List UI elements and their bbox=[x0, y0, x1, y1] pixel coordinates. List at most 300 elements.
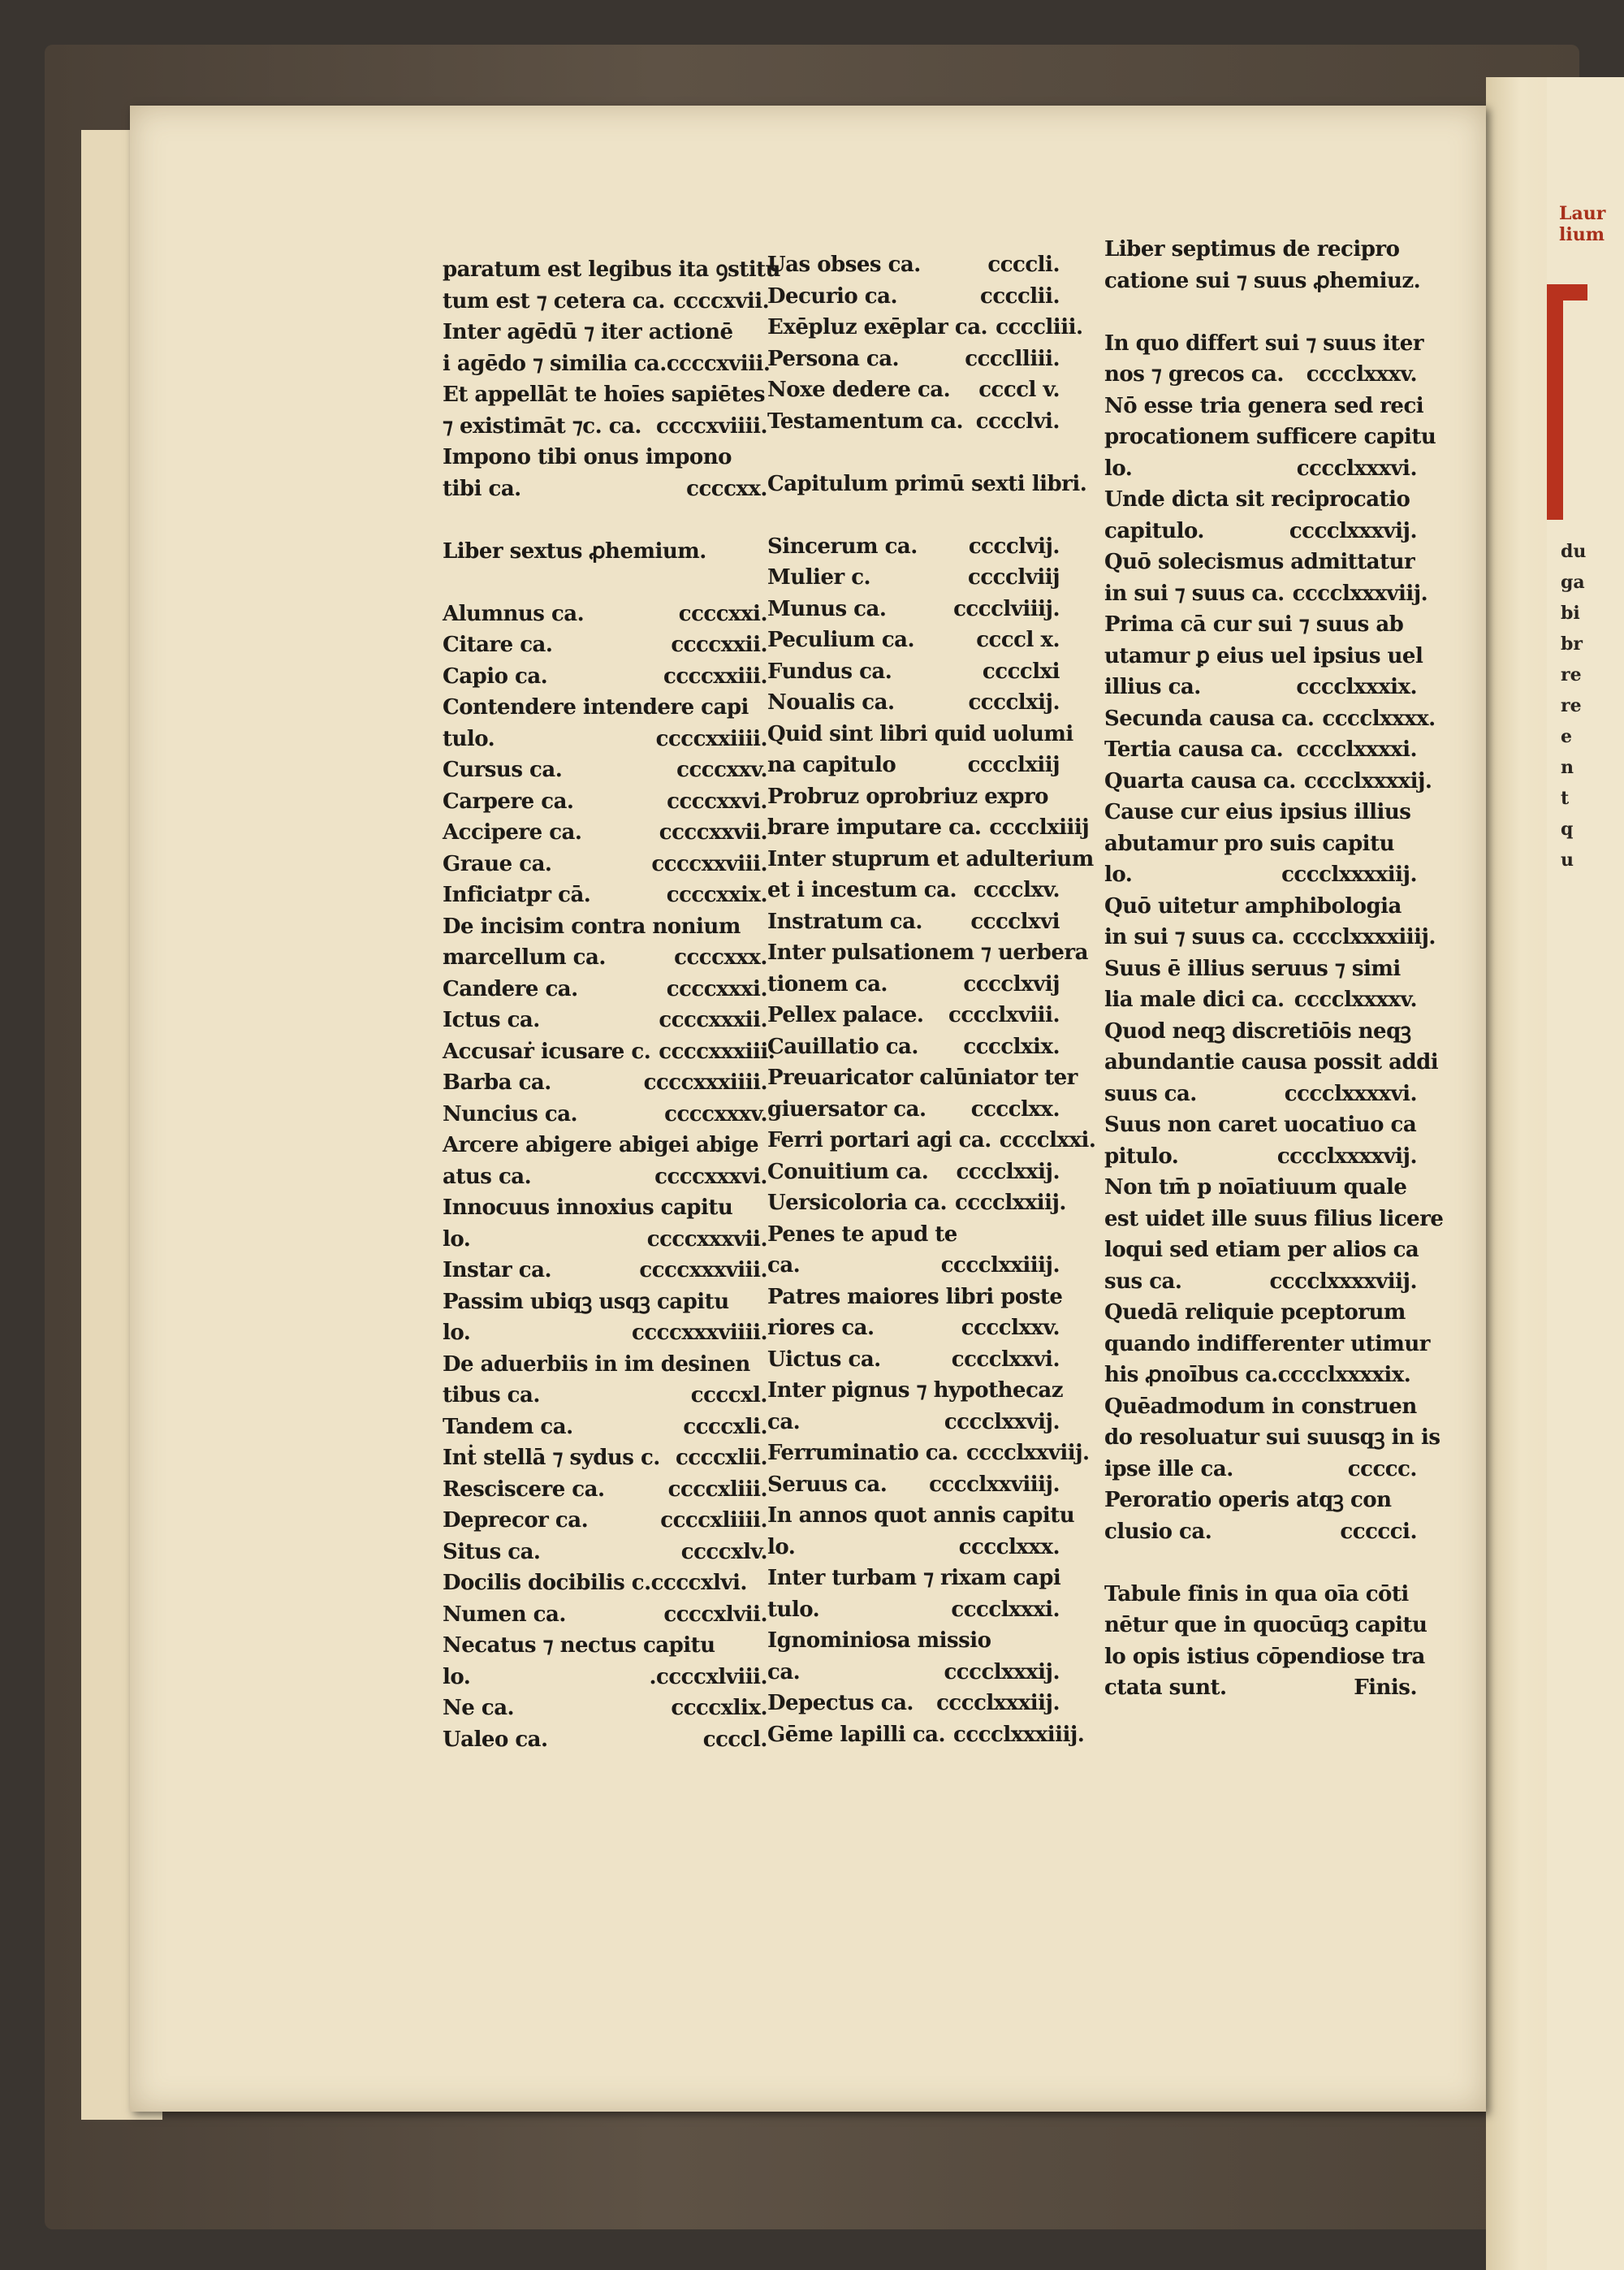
entry-chapter-number: ccccxxvii. bbox=[659, 820, 767, 845]
index-entry bbox=[443, 536, 767, 568]
entry-title: Ignominiosa missio bbox=[767, 1628, 991, 1653]
entry-chapter-number: cccclxxxxv. bbox=[1294, 988, 1417, 1012]
index-entry bbox=[767, 1657, 1060, 1688]
entry-chapter-number: cccclxxiij. bbox=[955, 1191, 1066, 1215]
entry-title: in sui ⁊ suus ca. bbox=[1104, 925, 1285, 949]
entry-chapter-number: ccccl. bbox=[702, 1727, 767, 1752]
entry-chapter-number: ccccl x. bbox=[976, 628, 1060, 652]
entry-chapter-number bbox=[759, 1130, 767, 1161]
entry-title: abundantie causa possit addi bbox=[1104, 1050, 1439, 1074]
entry-chapter-number: cccclxx. bbox=[970, 1096, 1060, 1122]
entry-chapter-number: cccclxvi bbox=[970, 909, 1060, 934]
entry-chapter-number bbox=[759, 1349, 767, 1381]
entry-chapter-number: cccclxxvi. bbox=[951, 1347, 1060, 1372]
entry-title: giuersator ca. bbox=[767, 1096, 926, 1122]
entry-title: illius ca. bbox=[1104, 675, 1201, 699]
entry-title: Cause cur eius ipsius illius bbox=[1104, 800, 1411, 824]
entry-title: Quid sint libri quid uolumi bbox=[767, 721, 1073, 746]
entry-title: loqui sed etiam per alios ca bbox=[1104, 1238, 1419, 1262]
index-entry bbox=[443, 1099, 767, 1131]
entry-title: Alumnus ca. bbox=[443, 601, 585, 626]
index-entry bbox=[767, 249, 1060, 281]
entry-title: Depectus ca. bbox=[767, 1691, 914, 1715]
entry-chapter-number bbox=[759, 504, 767, 536]
index-entry bbox=[443, 661, 767, 693]
entry-chapter-number: ccccxliiii. bbox=[660, 1508, 767, 1533]
index-entry bbox=[1104, 422, 1436, 453]
index-entry bbox=[1104, 1172, 1417, 1204]
index-entry bbox=[767, 1062, 1078, 1094]
edge-fragment: br bbox=[1561, 633, 1583, 655]
entry-chapter-number: cccclxxxxiij. bbox=[1281, 863, 1417, 887]
entry-title: pitulo. bbox=[1104, 1144, 1179, 1169]
entry-title: Sincerum ca. bbox=[767, 534, 918, 559]
entry-title: Quedā reliquie pceptorum bbox=[1104, 1300, 1406, 1325]
entry-chapter-number: cccclxxxvij. bbox=[1289, 518, 1417, 543]
entry-title: Liber sextus ꝓhemium. bbox=[443, 538, 706, 564]
entry-title: Cursus ca. bbox=[443, 758, 563, 782]
index-entry bbox=[767, 1500, 1075, 1532]
entry-chapter-number: Finis. bbox=[1354, 1675, 1417, 1700]
entry-chapter-number bbox=[1430, 1329, 1438, 1360]
entry-title: Arcere abigere abigei abige bbox=[443, 1133, 759, 1157]
index-entry bbox=[767, 1625, 1060, 1657]
entry-title: est uidet ille suus filius licere bbox=[1104, 1206, 1444, 1231]
index-entry bbox=[443, 1662, 767, 1693]
index-entry bbox=[443, 817, 767, 849]
entry-chapter-number bbox=[1063, 1375, 1071, 1407]
entry-chapter-number bbox=[1417, 1391, 1425, 1423]
entry-chapter-number: ccccxlv. bbox=[680, 1539, 767, 1564]
facing-page-red-heading: Laur lium bbox=[1559, 203, 1606, 245]
entry-chapter-number bbox=[1423, 391, 1432, 422]
entry-title: Suus non caret uocatiuo ca bbox=[1104, 1113, 1417, 1137]
entry-chapter-number bbox=[1052, 1219, 1060, 1251]
entry-chapter-number bbox=[1409, 1485, 1417, 1516]
entry-chapter-number: .ccccxlviii. bbox=[649, 1664, 767, 1689]
edge-fragment: du bbox=[1561, 541, 1587, 562]
index-entry bbox=[443, 317, 767, 348]
index-entry bbox=[1104, 922, 1436, 953]
entry-title: Inficiatpr cā. bbox=[443, 883, 591, 907]
entry-title: Patres maiores libri poste bbox=[767, 1284, 1063, 1309]
entry-title: Unde dicta sit reciprocatio bbox=[1104, 487, 1410, 512]
entry-chapter-number: cccclxxxx. bbox=[1322, 706, 1436, 731]
index-entry bbox=[1104, 734, 1417, 766]
index-entry bbox=[443, 629, 767, 661]
index-entry bbox=[767, 906, 1060, 938]
index-entry bbox=[1104, 547, 1417, 578]
edge-fragment: n bbox=[1561, 757, 1574, 778]
entry-chapter-number bbox=[1409, 1579, 1417, 1611]
entry-chapter-number: ccccxliii. bbox=[667, 1477, 767, 1502]
index-entry bbox=[443, 1349, 767, 1381]
index-entry bbox=[767, 374, 1060, 406]
index-entry bbox=[1104, 1016, 1417, 1048]
entry-chapter-number: ccccxx. bbox=[686, 476, 767, 501]
entry-chapter-number: ccccxxx. bbox=[674, 945, 767, 970]
entry-title: ctata sunt. bbox=[1104, 1675, 1227, 1700]
entry-chapter-number: ccccxxvi. bbox=[667, 789, 767, 814]
index-entry bbox=[767, 812, 1090, 844]
entry-chapter-number: cccclvi. bbox=[975, 409, 1060, 434]
entry-chapter-number bbox=[759, 442, 767, 473]
entry-chapter-number: cccclxxviij. bbox=[966, 1441, 1090, 1465]
entry-chapter-number: cccclxxxix. bbox=[1296, 675, 1417, 699]
entry-title: Situs ca. bbox=[443, 1539, 541, 1564]
index-entry bbox=[443, 1161, 767, 1193]
entry-title: sus ca. bbox=[1104, 1269, 1182, 1294]
entry-title: Contendere intendere capi bbox=[443, 695, 749, 720]
entry-chapter-number: cccclxix. bbox=[963, 1034, 1060, 1059]
entry-title: lia male dici ca. bbox=[1104, 988, 1285, 1012]
index-entry bbox=[443, 442, 767, 473]
entry-title: Graue ca. bbox=[443, 851, 552, 876]
entry-chapter-number: cccclxxxxi. bbox=[1296, 737, 1417, 762]
entry-title: Testamentum ca. bbox=[767, 409, 964, 434]
entry-chapter-number: cccclxv. bbox=[973, 878, 1060, 902]
entry-title: In quo differt sui ⁊ suus iter bbox=[1104, 331, 1424, 356]
index-entry bbox=[443, 504, 767, 536]
index-entry bbox=[1104, 484, 1417, 516]
entry-title: brare imputare ca. bbox=[767, 815, 982, 840]
entry-chapter-number bbox=[1409, 234, 1417, 266]
entry-title: Nō esse tria genera sed reci bbox=[1104, 393, 1424, 418]
entry-title: Ictus ca. bbox=[443, 1008, 540, 1032]
edge-fragment: re bbox=[1561, 695, 1582, 716]
entry-title: lo. bbox=[443, 1321, 471, 1345]
entry-title: tum est ⁊ cetera ca. bbox=[443, 288, 665, 313]
index-entry bbox=[767, 499, 1060, 531]
entry-chapter-number: ccccxxxviii. bbox=[639, 1258, 767, 1282]
entry-chapter-number: ccccxvii. bbox=[672, 288, 770, 313]
entry-title: capitulo. bbox=[1104, 518, 1204, 543]
entry-chapter-number: ccccxxv. bbox=[676, 758, 767, 782]
entry-title: Conuitium ca. bbox=[767, 1159, 929, 1184]
index-entry bbox=[767, 1719, 1085, 1751]
entry-title: tulo. bbox=[767, 1597, 820, 1622]
entry-title: clusio ca. bbox=[1104, 1519, 1212, 1544]
entry-title: Quarta causa ca. bbox=[1104, 768, 1296, 793]
index-entry bbox=[443, 1005, 767, 1036]
entry-title: Prima cā cur sui ⁊ suus ab bbox=[1104, 612, 1404, 637]
entry-title: Preuaricator calūniator ter bbox=[767, 1066, 1078, 1090]
entry-chapter-number: ccccxxxi. bbox=[666, 976, 767, 1001]
entry-title: Instratum ca. bbox=[767, 909, 922, 934]
entry-title: in sui ⁊ suus ca. bbox=[1104, 581, 1285, 606]
index-entry bbox=[443, 1567, 767, 1599]
entry-chapter-number bbox=[1410, 484, 1418, 516]
index-entry bbox=[1104, 1610, 1427, 1641]
entry-chapter-number: cccclxxviiij. bbox=[929, 1472, 1060, 1497]
entry-title: Liber septimus de recipro bbox=[1104, 237, 1400, 262]
entry-title: ca. bbox=[767, 1659, 801, 1684]
entry-title: In annos quot annis capitu bbox=[767, 1503, 1075, 1528]
index-entry bbox=[443, 1724, 767, 1756]
entry-title: Fundus ca. bbox=[767, 659, 892, 684]
entry-title: nos ⁊ grecos ca. bbox=[1104, 362, 1284, 387]
entry-chapter-number bbox=[1088, 937, 1096, 969]
entry-chapter-number: ccccliii. bbox=[996, 315, 1083, 339]
index-entry bbox=[767, 750, 1060, 781]
index-entry bbox=[443, 1474, 767, 1506]
entry-chapter-number: cccclvij. bbox=[968, 534, 1060, 559]
entry-chapter-number: cccclxiiij bbox=[989, 815, 1090, 840]
index-entry bbox=[443, 1442, 767, 1474]
index-entry bbox=[767, 1031, 1060, 1063]
entry-title: Instar ca. bbox=[443, 1258, 552, 1282]
entry-title: Deprecor ca. bbox=[443, 1508, 589, 1533]
index-entry bbox=[767, 1438, 1090, 1469]
entry-chapter-number: cccclxxxxiiij. bbox=[1292, 925, 1436, 949]
entry-chapter-number: ccccxxviii. bbox=[651, 851, 767, 876]
entry-title: his ꝓnoībus ca.cccclxxxxix. bbox=[1104, 1363, 1411, 1387]
index-entry bbox=[443, 1317, 767, 1349]
entry-chapter-number: cccclxxxiiij. bbox=[953, 1722, 1085, 1747]
entry-chapter-number: ccccxxix. bbox=[666, 883, 767, 907]
edge-fragment: re bbox=[1561, 664, 1582, 685]
entry-chapter-number: ccccxlix. bbox=[671, 1696, 767, 1720]
entry-title: Penes te apud te bbox=[767, 1221, 957, 1247]
index-entry bbox=[1104, 1079, 1417, 1110]
entry-title: Suus ē illius seruus ⁊ simi bbox=[1104, 956, 1401, 981]
index-entry bbox=[443, 1255, 767, 1286]
entry-title: riores ca. bbox=[767, 1316, 875, 1340]
index-entry bbox=[1104, 296, 1417, 328]
index-entry bbox=[1104, 1516, 1417, 1548]
entry-chapter-number: ccccxxi. bbox=[678, 601, 767, 626]
entry-title: utamur ꝑ eius uel ipsius uel bbox=[1104, 643, 1423, 668]
index-entry bbox=[1104, 1141, 1417, 1173]
entry-chapter-number: cccclxi bbox=[982, 659, 1060, 684]
entry-title: Peroratio operis atqꝫ con bbox=[1104, 1488, 1392, 1512]
index-entry bbox=[1104, 1047, 1439, 1079]
entry-title: Tabule finis in qua oīa cōti bbox=[1104, 1581, 1409, 1606]
entry-title: Et appellāt te hoīes sapiētes bbox=[443, 383, 766, 407]
index-entry bbox=[767, 1157, 1060, 1188]
entry-chapter-number bbox=[1052, 499, 1060, 531]
entry-chapter-number bbox=[759, 1192, 767, 1224]
entry-title: Ferruminatio ca. bbox=[767, 1441, 959, 1465]
entry-title: Tandem ca. bbox=[443, 1414, 573, 1439]
entry-title: et i incestum ca. bbox=[767, 878, 957, 902]
entry-chapter-number bbox=[759, 1286, 767, 1318]
index-entry bbox=[1104, 1485, 1417, 1516]
entry-title: Inter pulsationem ⁊ uerbera bbox=[767, 940, 1088, 965]
index-entry bbox=[1104, 1547, 1417, 1579]
index-entry bbox=[767, 1375, 1064, 1407]
entry-title: Mulier c. bbox=[767, 565, 871, 590]
index-entry bbox=[443, 348, 771, 380]
entry-title: Pellex palace. bbox=[767, 1003, 924, 1027]
index-entry bbox=[443, 1630, 767, 1662]
index-entry bbox=[443, 473, 767, 505]
entry-chapter-number: cccclxxxiij. bbox=[936, 1691, 1060, 1715]
index-entry bbox=[443, 1036, 775, 1068]
entry-chapter-number: cccclviiij. bbox=[953, 596, 1060, 621]
index-entry bbox=[767, 312, 1083, 344]
entry-chapter-number bbox=[759, 536, 767, 568]
index-entry bbox=[767, 1344, 1060, 1376]
index-entry bbox=[1104, 797, 1417, 828]
index-entry bbox=[443, 286, 770, 318]
index-entry bbox=[443, 254, 781, 286]
entry-chapter-number bbox=[1409, 609, 1417, 641]
index-entry bbox=[767, 656, 1060, 688]
entry-chapter-number bbox=[759, 911, 767, 943]
entry-chapter-number: cccclxxxij. bbox=[944, 1659, 1060, 1684]
entry-title: Accusaṙ icusare c. bbox=[443, 1039, 651, 1064]
entry-chapter-number: ccccxli. bbox=[683, 1414, 767, 1439]
entry-title: Accipere ca. bbox=[443, 820, 582, 845]
entry-title: Necatus ⁊ nectus capitu bbox=[443, 1633, 715, 1658]
index-entry bbox=[1104, 859, 1417, 891]
edge-fragment: ga bbox=[1561, 572, 1585, 593]
entry-title: ipse ille ca. bbox=[1104, 1456, 1233, 1481]
index-entry bbox=[1104, 1360, 1417, 1391]
entry-chapter-number bbox=[1440, 1422, 1449, 1454]
entry-title: ca. bbox=[767, 1409, 801, 1434]
entry-title: Inter stuprum et adulterium bbox=[767, 846, 1094, 871]
entry-chapter-number: cccclxxij. bbox=[956, 1159, 1060, 1184]
entry-title: Seruus ca. bbox=[767, 1472, 888, 1497]
edge-fragment: q bbox=[1561, 819, 1574, 840]
entry-title: Decurio ca. bbox=[767, 283, 898, 309]
index-entry bbox=[1104, 266, 1421, 297]
entry-chapter-number: cccclxviii. bbox=[948, 1003, 1060, 1027]
index-entry bbox=[767, 1563, 1060, 1594]
index-entry bbox=[1104, 1297, 1417, 1329]
index-entry bbox=[443, 1286, 767, 1318]
entry-chapter-number: cccclxxi. bbox=[999, 1128, 1096, 1152]
entry-title: paratum est legibus ita ꝯstitu bbox=[443, 257, 781, 282]
entry-title: suus ca. bbox=[1104, 1081, 1197, 1106]
entry-chapter-number: ccccxviiii. bbox=[656, 413, 767, 439]
index-entry bbox=[443, 974, 767, 1005]
entry-chapter-number: cccclxxxxvi. bbox=[1284, 1081, 1417, 1106]
index-entry bbox=[443, 1067, 767, 1099]
index-entry bbox=[443, 1192, 767, 1224]
entry-title: Probruz oprobriuz expro bbox=[767, 784, 1048, 809]
entry-title: atus ca. bbox=[443, 1164, 532, 1189]
entry-title: Resciscere ca. bbox=[443, 1477, 605, 1502]
entry-title: Numen ca. bbox=[443, 1602, 566, 1627]
entry-title: Candere ca. bbox=[443, 976, 578, 1001]
entry-title: Quēadmodum in construen bbox=[1104, 1394, 1417, 1419]
entry-title: Inter agēdū ⁊ iter actionē bbox=[443, 320, 733, 344]
index-entry bbox=[1104, 703, 1436, 735]
entry-title: De incisim contra nonium bbox=[443, 914, 741, 939]
entry-chapter-number bbox=[1409, 953, 1417, 985]
entry-chapter-number: ccccxxxv. bbox=[664, 1101, 767, 1126]
entry-title: Gēme lapilli ca. bbox=[767, 1722, 946, 1747]
index-column-2 bbox=[767, 249, 1096, 1750]
entry-title: Inter turbam ⁊ rixam capi bbox=[767, 1566, 1061, 1590]
edge-fragment: bi bbox=[1561, 603, 1580, 624]
entry-chapter-number: ccccxxxvii. bbox=[646, 1226, 767, 1252]
index-entry bbox=[1104, 766, 1432, 798]
index-entry bbox=[767, 1469, 1060, 1501]
entry-title: Uersicoloria ca. bbox=[767, 1191, 948, 1215]
index-entry bbox=[443, 724, 767, 755]
index-entry bbox=[767, 687, 1060, 719]
entry-chapter-number: cccclxxxvi. bbox=[1296, 456, 1417, 481]
entry-title: Non tm̄ p noīatiuum quale bbox=[1104, 1175, 1407, 1200]
entry-title: Inter pignus ⁊ hypothecaz bbox=[767, 1378, 1064, 1403]
index-entry bbox=[1104, 516, 1417, 547]
index-entry bbox=[1104, 234, 1417, 266]
entry-title: Noxe dedere ca. bbox=[767, 378, 951, 402]
entry-chapter-number bbox=[1052, 437, 1060, 469]
entry-chapter-number bbox=[1411, 1016, 1419, 1048]
index-entry bbox=[1104, 578, 1428, 610]
entry-chapter-number bbox=[759, 692, 767, 724]
index-entry bbox=[767, 844, 1094, 876]
index-entry bbox=[767, 1219, 1060, 1251]
entry-title: abutamur pro suis capitu bbox=[1104, 831, 1394, 856]
entry-title: Tertia causa ca. bbox=[1104, 737, 1284, 762]
index-entry bbox=[1104, 1454, 1417, 1485]
entry-title: do resoluatur sui suusqꝫ in is bbox=[1104, 1425, 1440, 1450]
entry-title: Citare ca. bbox=[443, 633, 553, 657]
index-column-1 bbox=[443, 254, 781, 1755]
entry-chapter-number bbox=[1416, 1109, 1424, 1141]
entry-title: Quō uitetur amphibologia bbox=[1104, 893, 1402, 919]
index-entry bbox=[767, 1594, 1060, 1626]
index-entry bbox=[1104, 1641, 1425, 1673]
index-entry bbox=[767, 1187, 1066, 1219]
index-entry bbox=[443, 755, 767, 786]
index-entry bbox=[767, 281, 1060, 313]
entry-title: Ualeo ca. bbox=[443, 1727, 548, 1752]
entry-chapter-number bbox=[759, 317, 767, 348]
index-entry bbox=[1104, 1422, 1440, 1454]
entry-title: lo opis istius cōpendiose tra bbox=[1104, 1644, 1425, 1669]
entry-chapter-number bbox=[1423, 641, 1431, 672]
index-entry bbox=[1104, 641, 1423, 672]
entry-chapter-number bbox=[1419, 1234, 1427, 1266]
entry-chapter-number bbox=[1078, 1062, 1086, 1094]
facing-page-text-fragments bbox=[1561, 536, 1618, 876]
entry-title: nētur que in quocūqꝫ capitu bbox=[1104, 1613, 1427, 1637]
index-entry bbox=[767, 406, 1060, 438]
entry-title: lo. bbox=[1104, 456, 1133, 481]
entry-title: ⁊ existimāt ⁊c. ca. bbox=[443, 413, 641, 439]
index-column-3 bbox=[1104, 234, 1444, 1704]
entry-title: catione sui ⁊ suus ꝓhemiuz. bbox=[1104, 268, 1421, 293]
entry-title: Noualis ca. bbox=[767, 690, 895, 715]
entry-title: Uas obses ca. bbox=[767, 253, 921, 277]
entry-chapter-number: ccccxxii. bbox=[671, 633, 767, 657]
entry-chapter-number: ccccl v. bbox=[978, 378, 1060, 402]
entry-chapter-number: cccclxxv. bbox=[961, 1316, 1060, 1340]
entry-chapter-number: ccccxxiiii. bbox=[655, 726, 767, 751]
entry-chapter-number: cccclxiij bbox=[967, 753, 1060, 777]
entry-title: Persona ca. bbox=[767, 346, 900, 371]
index-entry bbox=[443, 786, 767, 818]
entry-chapter-number: ccccxxxvi. bbox=[654, 1164, 767, 1189]
index-entry bbox=[1104, 953, 1417, 985]
index-entry bbox=[767, 469, 1087, 500]
index-entry bbox=[767, 1000, 1060, 1031]
entry-title: Nuncius ca. bbox=[443, 1101, 578, 1126]
index-entry bbox=[767, 531, 1060, 563]
index-entry bbox=[443, 379, 767, 411]
index-entry bbox=[443, 567, 767, 599]
entry-chapter-number bbox=[1427, 1610, 1435, 1641]
edge-fragment: t bbox=[1561, 788, 1570, 809]
index-entry bbox=[1104, 1672, 1417, 1704]
